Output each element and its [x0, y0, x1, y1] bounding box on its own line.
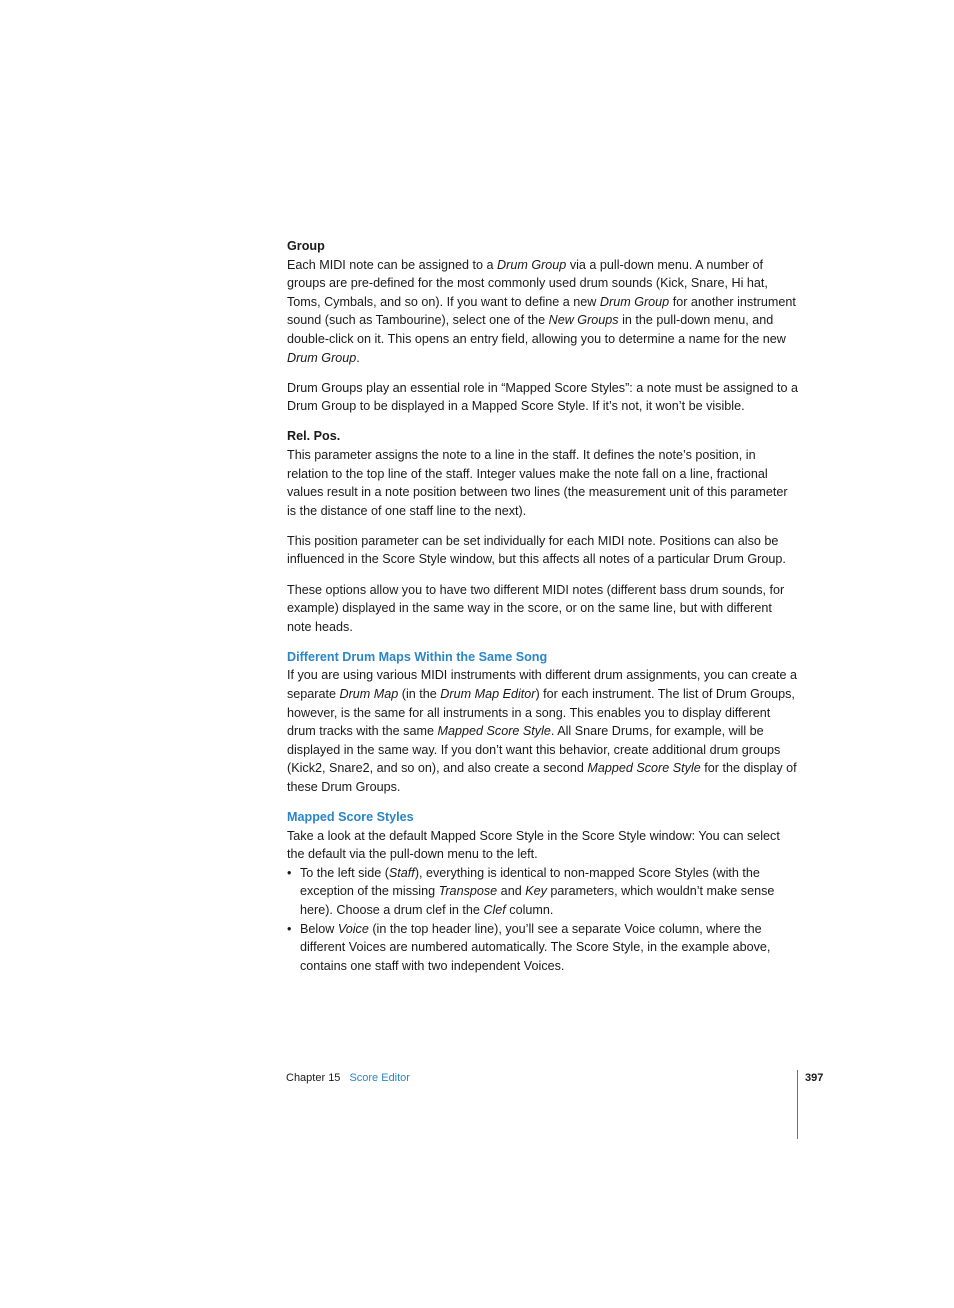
section-heading-group: Group: [287, 239, 325, 253]
relpos-paragraph-3: These options allow you to have two different MIDI notes (different bass drum sounds, for example) displayed in the same way in the score, or on the same line, but with different note heads.: [287, 582, 785, 634]
mapped-paragraph-1: Take a look at the default Mapped Score Style in the Score Style window: You can select the default via the pull-down menu to the left.: [287, 828, 780, 862]
section-heading-mapped-score-styles: Mapped Score Styles: [287, 810, 414, 825]
footer-chapter: Chapter 15: [286, 1072, 341, 1084]
page-number: 397: [805, 1072, 824, 1084]
footer-section-link[interactable]: Score Editor: [349, 1072, 410, 1084]
list-item: • Below Voice (in the top header line), you’ll see a separate Voice column, where the different Voices are numbered automatically. The Score Style, in the example above, contains one staff with two independent Voices.: [287, 921, 771, 973]
section-heading-rel-pos: Rel. Pos.: [287, 429, 341, 444]
footer-divider: [797, 1070, 798, 1139]
page-body: [287, 237, 799, 975]
section-heading-different-drum-maps: Different Drum Maps Within the Same Song: [287, 649, 548, 664]
group-paragraph-1: Each MIDI note can be assigned to a Drum Group via a pull-down menu. A number of groups are pre-defined for the most commonly used drum sounds (Kick, Snare, Hi hat, Toms, Cymbals, and so on). If you want to define a new Drum Group for another instrument sound (such as Tambourine), select one of the New Groups in the pull-down menu, and double-click on it. This opens an entry field, allowing you to determine a name for the new Drum Group.: [287, 257, 796, 365]
bullet-icon: •: [287, 865, 292, 880]
page-footer: [286, 1070, 410, 1086]
diffmaps-paragraph-1: If you are using various MIDI instruments with different drum assignments, you can create a separate Drum Map (in the Drum Map Editor) for each instrument. The list of Drum Groups, however, is the same for all instruments in a song. This enables you to display different drum tracks with the same Mapped Score Style. All Snare Drums, for example, will be displayed in the same way. If you don’t want this behavior, create additional drum groups (Kick2, Snare2, and so on), and also create a second Mapped Score Style for the display of these Drum Groups.: [287, 668, 798, 794]
list-item: • To the left side (Staff), everything is identical to non-mapped Score Styles (with the exception of the missing Transpose and Key parameters, which wouldn’t make sense here). Choose a drum clef in the Clef column.: [287, 865, 775, 917]
relpos-paragraph-2: This position parameter can be set individually for each MIDI note. Positions can also be influenced in the Score Style window, but this affects all notes of a particular Drum Group.: [287, 533, 786, 567]
relpos-paragraph-1: This parameter assigns the note to a line in the staff. It defines the note’s position, in relation to the top line of the staff. Integer values make the note fall on a line, fractional values result in a note position between two lines (the measurement unit of this parameter is the distance of one staff line to the next).: [287, 447, 788, 518]
group-paragraph-2: Drum Groups play an essential role in “Mapped Score Styles”: a note must be assigned to a Drum Group to be displayed in a Mapped Score Style. If it’s not, it won’t be visible.: [287, 380, 799, 414]
mapped-bullet-list: [287, 864, 799, 976]
bullet-icon: •: [287, 921, 292, 936]
